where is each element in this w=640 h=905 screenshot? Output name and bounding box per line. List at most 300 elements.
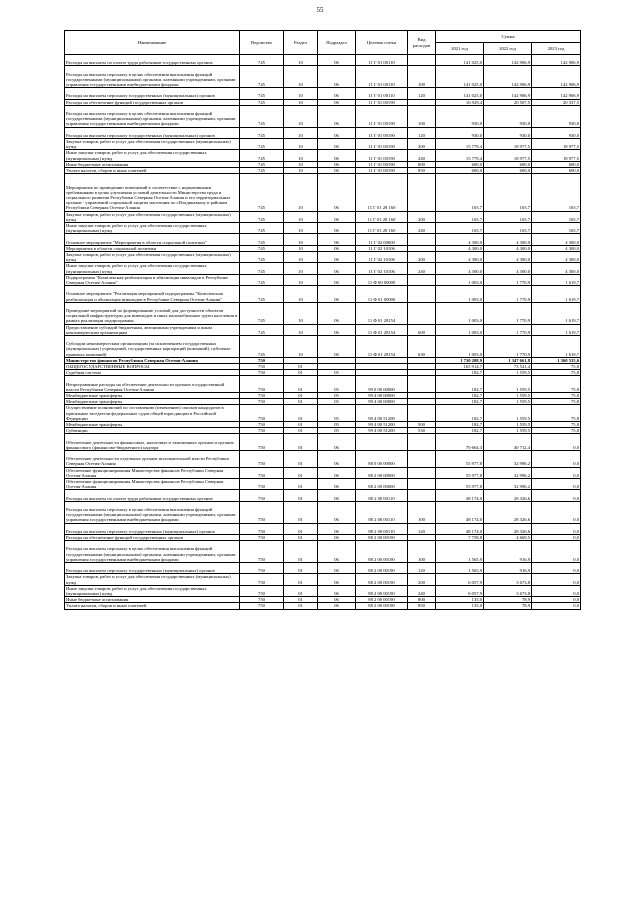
cell-csr: 11 Г 01 00190 — [356, 127, 408, 138]
cell-podrazdel: 06 — [318, 541, 356, 563]
cell-csr: 11 Г 02 10106 — [356, 251, 408, 262]
cell-vid — [408, 302, 436, 324]
cell-2021: 4 300,0 — [436, 234, 484, 245]
cell-csr: 99 4 00 51200 — [356, 428, 408, 434]
header-ved: Ведомство — [240, 31, 284, 55]
cell-razdel: 10 — [284, 286, 318, 303]
cell-vid: 240 — [408, 585, 436, 596]
cell-name: Расходы на выплаты персоналу в целях обеспечения выполнения функций государственными (муниципальными) органами, казенными учреждениями, органами управления государственными внебюджетными фондами — [65, 541, 240, 563]
cell-csr: 88 2 00 00190 — [356, 585, 408, 596]
cell-vid — [408, 55, 436, 66]
cell-name: Закупка товаров, работ и услуг для обеспечения государственных (муниципальных) нужд — [65, 211, 240, 222]
cell-name: Расходы на выплаты персоналу в целях обеспечения выполнения функций государственными (муниципальными) органами, казенными учреждениями, органами управления государственными внебюджетными фондами — [65, 66, 240, 88]
cell-podrazdel: 06 — [318, 167, 356, 173]
cell-2022: 1 559,5 — [484, 393, 532, 399]
cell-podrazdel: 06 — [318, 501, 356, 523]
cell-2022: 600,0 — [484, 167, 532, 173]
table-row — [65, 105, 581, 127]
cell-name: Осуществление полномочий по составлению (изменению) списков кандидатов в присяжные заседатели федеральных судов общей юрисдикции в Российской Федерации — [65, 405, 240, 422]
cell-2023: 75,8 — [532, 405, 581, 422]
cell-2021: 4 300,0 — [436, 263, 484, 274]
cell-ved: 750 — [240, 428, 284, 434]
cell-podrazdel: 06 — [318, 336, 356, 358]
cell-ved: 750 — [240, 501, 284, 523]
cell-razdel: 01 — [284, 434, 318, 451]
cell-2022: 142 906,9 — [484, 55, 532, 66]
cell-2022: 3 673,8 — [484, 574, 532, 585]
cell-razdel: 01 — [284, 422, 318, 428]
cell-name: Межбюджетные трансферты — [65, 399, 240, 405]
cell-2021: 55 977,8 — [436, 451, 484, 468]
cell-podrazdel: 06 — [318, 245, 356, 251]
cell-2021: 1 003,0 — [436, 302, 484, 324]
cell-2021: 15 779,4 — [436, 150, 484, 161]
cell-ved: 745 — [240, 211, 284, 222]
cell-2021: 135,0 — [436, 603, 484, 609]
cell-2021: 4 300,0 — [436, 245, 484, 251]
cell-2021: 1 565,9 — [436, 563, 484, 574]
cell-name: Иные закупки товаров, работ и услуг для обеспечения государственных (муниципальных) нужд — [65, 150, 240, 161]
cell-podrazdel: 06 — [318, 286, 356, 303]
cell-csr: 11 Ф 01 00000 — [356, 286, 408, 303]
table-row — [65, 467, 581, 478]
cell-podrazdel: 06 — [318, 574, 356, 585]
cell-ved: 750 — [240, 479, 284, 490]
cell-2023: 18 977,5 — [532, 150, 581, 161]
cell-csr: 11 Г 01 00190 — [356, 161, 408, 167]
cell-podrazdel: 06 — [318, 479, 356, 490]
cell-2022: 28 326,6 — [484, 523, 532, 534]
cell-vid — [408, 467, 436, 478]
cell-ved: 745 — [240, 222, 284, 233]
cell-podrazdel: 06 — [318, 490, 356, 501]
cell-2023: 142 906,9 — [532, 55, 581, 66]
cell-2022: 4 300,0 — [484, 251, 532, 262]
cell-2023: 0,0 — [532, 597, 581, 603]
cell-csr: 11 Г 01 00190 — [356, 167, 408, 173]
cell-razdel: 01 — [284, 490, 318, 501]
cell-2021: 165 914,7 — [436, 364, 484, 370]
table-row — [65, 336, 581, 358]
cell-2021: 1 003,0 — [436, 324, 484, 335]
cell-name: Субвенции — [65, 428, 240, 434]
cell-podrazdel: 05 — [318, 428, 356, 434]
cell-2022: 18 977,5 — [484, 138, 532, 149]
cell-2021: 165,7 — [436, 211, 484, 222]
cell-podrazdel: 06 — [318, 451, 356, 468]
cell-2023: 75,8 — [532, 364, 581, 370]
cell-2022: 28 326,6 — [484, 501, 532, 523]
cell-razdel: 10 — [284, 336, 318, 358]
cell-2023: 0,0 — [532, 479, 581, 490]
cell-name: Непрограммные расходы на обеспечение деятельности органов государственной власти Республики Северная Осетия-Алания — [65, 376, 240, 393]
table-row — [65, 150, 581, 161]
cell-razdel: 10 — [284, 245, 318, 251]
table-row — [65, 222, 581, 233]
cell-razdel: 10 — [284, 263, 318, 274]
cell-razdel: 01 — [284, 451, 318, 468]
cell-2021: 930,0 — [436, 127, 484, 138]
cell-2022: 40 712,4 — [484, 434, 532, 451]
cell-razdel: 01 — [284, 501, 318, 523]
cell-podrazdel: 06 — [318, 523, 356, 534]
cell-2021: 1 003,0 — [436, 274, 484, 285]
cell-2022: 1 559,5 — [484, 428, 532, 434]
page-number: 55 — [316, 6, 324, 14]
cell-podrazdel: 05 — [318, 422, 356, 428]
cell-2023: 165,7 — [532, 211, 581, 222]
cell-2021: 182,7 — [436, 370, 484, 376]
table-row — [65, 434, 581, 451]
table-row — [65, 501, 581, 523]
cell-podrazdel: 06 — [318, 99, 356, 105]
cell-razdel: 10 — [284, 167, 318, 173]
cell-ved: 745 — [240, 274, 284, 285]
cell-2023: 0,0 — [532, 563, 581, 574]
cell-podrazdel: 06 — [318, 585, 356, 596]
cell-ved: 745 — [240, 174, 284, 211]
cell-2022: 1 559,5 — [484, 422, 532, 428]
cell-2023: 0,0 — [532, 603, 581, 609]
cell-name: Министерство финансов Республики Северная Осетия-Алания — [65, 357, 240, 363]
cell-2022: 1 770,9 — [484, 302, 532, 324]
cell-csr: 88 2 00 00110 — [356, 490, 408, 501]
cell-razdel: 10 — [284, 55, 318, 66]
header-2022: 2022 год — [484, 43, 532, 55]
cell-2021: 1 730 208,9 — [436, 357, 484, 363]
cell-2023: 4 300,0 — [532, 245, 581, 251]
table-row — [65, 490, 581, 501]
cell-vid: 120 — [408, 127, 436, 138]
cell-vid — [408, 376, 436, 393]
header-2023: 2023 год — [532, 43, 581, 55]
cell-csr: 99 4 00 00000 — [356, 399, 408, 405]
cell-2022: 3 673,8 — [484, 585, 532, 596]
cell-2023: 0,0 — [532, 501, 581, 523]
cell-name: Предоставление субсидий бюджетным, автономным учреждениям и иным некоммерческим организациям — [65, 324, 240, 335]
cell-razdel: 10 — [284, 211, 318, 222]
cell-2023: 1 619,7 — [532, 324, 581, 335]
cell-2022: 4 300,0 — [484, 245, 532, 251]
cell-razdel: 10 — [284, 251, 318, 262]
cell-2022: 142 906,9 — [484, 66, 532, 88]
cell-2023: 1 619,7 — [532, 286, 581, 303]
cell-ved: 750 — [240, 434, 284, 451]
cell-name: Расходы на выплаты персоналу государственных (муниципальных) органов — [65, 127, 240, 138]
table-row — [65, 263, 581, 274]
cell-csr: 99 4 00 51200 — [356, 405, 408, 422]
cell-podrazdel: 06 — [318, 603, 356, 609]
cell-razdel: 10 — [284, 174, 318, 211]
cell-csr: 99 4 00 51200 — [356, 422, 408, 428]
cell-2022: 165,7 — [484, 222, 532, 233]
cell-name: Расходы на выплаты персоналу государственных (муниципальных) органов — [65, 88, 240, 99]
cell-2023: 75,8 — [532, 399, 581, 405]
cell-csr: 88 2 00 00190 — [356, 597, 408, 603]
cell-2021: 182,7 — [436, 376, 484, 393]
cell-csr: 88 2 00 00190 — [356, 574, 408, 585]
cell-vid — [408, 234, 436, 245]
cell-podrazdel: 06 — [318, 138, 356, 149]
cell-podrazdel: 06 — [318, 222, 356, 233]
cell-razdel: 01 — [284, 467, 318, 478]
cell-csr: 88 2 00 00190 — [356, 541, 408, 563]
cell-name: Расходы на выплаты персоналу в целях обеспечения выполнения функций государственными (муниципальными) органами, казенными учреждениями, органами управления государственными внебюджетными фондами — [65, 105, 240, 127]
cell-vid: 100 — [408, 105, 436, 127]
cell-2021: 15 779,4 — [436, 138, 484, 149]
cell-name: Основное мероприятие "Реализация мероприятий подпрограммы "Комплексная реабилитация и абилитация инвалидов в Республике Северная Осетия-Алания" — [65, 286, 240, 303]
cell-2021: 7 758,8 — [436, 535, 484, 541]
cell-name: Субсидии некоммерческим организациям (за исключением государственных (муниципальных) учреждений, государственных корпораций (компаний), публично-правовых компаний) — [65, 336, 240, 358]
cell-2023: 1 619,7 — [532, 336, 581, 358]
cell-ved: 745 — [240, 99, 284, 105]
cell-razdel: 01 — [284, 479, 318, 490]
cell-podrazdel: 06 — [318, 467, 356, 478]
cell-name: Закупка товаров, работ и услуг для обеспечения государственных (муниципальных) нужд — [65, 251, 240, 262]
cell-podrazdel: 06 — [318, 251, 356, 262]
table-row — [65, 405, 581, 422]
cell-2023: 0,0 — [532, 523, 581, 534]
cell-csr: 11 Г 01 00190 — [356, 99, 408, 105]
cell-vid: 240 — [408, 263, 436, 274]
cell-name: Межбюджетные трансферты — [65, 393, 240, 399]
cell-razdel: 10 — [284, 222, 318, 233]
cell-podrazdel: 06 — [318, 211, 356, 222]
cell-vid — [408, 479, 436, 490]
table-row — [65, 55, 581, 66]
cell-ved: 750 — [240, 399, 284, 405]
cell-csr: 11 Г 01 28 160 — [356, 211, 408, 222]
table-row — [65, 376, 581, 393]
cell-name: Уплата налогов, сборов и иных платежей — [65, 167, 240, 173]
cell-csr: 11 Г 01 00190 — [356, 105, 408, 127]
cell-2023: 0,0 — [532, 434, 581, 451]
cell-csr: 11 Г 01 00190 — [356, 150, 408, 161]
cell-2022: 916,9 — [484, 541, 532, 563]
cell-2021: 930,0 — [436, 105, 484, 127]
table-body — [65, 55, 581, 610]
cell-name: Межбюджетные трансферты — [65, 422, 240, 428]
cell-csr: 88 2 00 00190 — [356, 535, 408, 541]
cell-2022: 32 996,2 — [484, 467, 532, 478]
cell-2023: 0,0 — [532, 451, 581, 468]
cell-razdel: 01 — [284, 428, 318, 434]
cell-2022: 78,9 — [484, 597, 532, 603]
cell-podrazdel: 06 — [318, 127, 356, 138]
cell-ved: 745 — [240, 167, 284, 173]
cell-podrazdel: 05 — [318, 376, 356, 393]
cell-razdel: 01 — [284, 405, 318, 422]
cell-2021: 141 025,0 — [436, 88, 484, 99]
cell-csr: 11 Ф 01 28154 — [356, 302, 408, 324]
cell-razdel: 01 — [284, 585, 318, 596]
cell-2023: 1 619,7 — [532, 274, 581, 285]
table-row — [65, 563, 581, 574]
cell-ved: 750 — [240, 585, 284, 596]
cell-razdel: 01 — [284, 523, 318, 534]
cell-podrazdel: 06 — [318, 274, 356, 285]
cell-razdel: 01 — [284, 574, 318, 585]
cell-ved: 750 — [240, 357, 284, 363]
table-row — [65, 603, 581, 609]
table-row — [65, 174, 581, 211]
cell-vid: 600 — [408, 324, 436, 335]
cell-podrazdel: 06 — [318, 161, 356, 167]
cell-name: Иные бюджетные ассигнования — [65, 161, 240, 167]
cell-name: Расходы на обеспечение функций государственных органов — [65, 99, 240, 105]
cell-podrazdel: 06 — [318, 563, 356, 574]
cell-2022: 20 507,5 — [484, 99, 532, 105]
cell-name: Расходы на выплаты персоналу в целях обеспечения выполнения функций государственными (муниципальными) органами, казенными учреждениями, органами управления государственными внебюджетными фондами — [65, 501, 240, 523]
cell-2022: 1 559,5 — [484, 370, 532, 376]
cell-csr: 11 Г 02 10106 — [356, 245, 408, 251]
cell-2021: 48 174,0 — [436, 490, 484, 501]
cell-name: Расходы на обеспечение функций государственных органов — [65, 535, 240, 541]
cell-podrazdel: 06 — [318, 105, 356, 127]
cell-2023: 0,0 — [532, 535, 581, 541]
cell-2023: 75,8 — [532, 422, 581, 428]
cell-2022: 73 541,4 — [484, 364, 532, 370]
cell-2021: 165,7 — [436, 174, 484, 211]
cell-2023: 4 300,0 — [532, 234, 581, 245]
cell-2021: 16 929,4 — [436, 99, 484, 105]
cell-ved: 750 — [240, 535, 284, 541]
cell-2023: 0,0 — [532, 541, 581, 563]
cell-vid: 500 — [408, 422, 436, 428]
cell-vid: 800 — [408, 161, 436, 167]
cell-csr: 11 Г 01 28 160 — [356, 174, 408, 211]
cell-name: Закупка товаров, работ и услуг для обеспечения государственных (муниципальных) нужд — [65, 138, 240, 149]
header-csr: Целевая статья — [356, 31, 408, 55]
cell-2022: 1 347 661,8 — [484, 357, 532, 363]
cell-csr: 11 Г 01 00110 — [356, 55, 408, 66]
cell-2022: 28 326,6 — [484, 490, 532, 501]
cell-csr: 88 2 00 00190 — [356, 603, 408, 609]
budget-table — [64, 30, 581, 610]
cell-2021: 48 174,0 — [436, 523, 484, 534]
cell-2023: 4 300,0 — [532, 251, 581, 262]
table-row — [65, 88, 581, 99]
cell-vid — [408, 174, 436, 211]
cell-vid: 120 — [408, 88, 436, 99]
cell-podrazdel: 05 — [318, 399, 356, 405]
cell-name: Обеспечение функционирования Министерства финансов Республики Северная Осетия-Алания — [65, 467, 240, 478]
cell-2021: 182,7 — [436, 393, 484, 399]
table-row — [65, 523, 581, 534]
cell-razdel: 10 — [284, 105, 318, 127]
cell-razdel: 01 — [284, 535, 318, 541]
header-vid: Вид расходов — [408, 31, 436, 55]
cell-vid: 850 — [408, 603, 436, 609]
cell-ved: 745 — [240, 150, 284, 161]
table-row — [65, 574, 581, 585]
cell-vid: 200 — [408, 574, 436, 585]
table-row — [65, 138, 581, 149]
header-name: Наименование — [65, 31, 240, 55]
cell-name: Мероприятия по приведению помещений в соответствие с нормативными требованиями в целях улучшения условий деятельности Министерства труда и социального развития Республики Северная Осетия-Алания и его территориальных органов - управлений социальной защиты населения по г.Владикавказу и районам Республики Северная Осетия-Алания — [65, 174, 240, 211]
cell-2022: 165,7 — [484, 174, 532, 211]
cell-2021: 6 057,9 — [436, 574, 484, 585]
cell-2022: 78,9 — [484, 603, 532, 609]
cell-name: Расходы на выплаты по оплате труда работников государственных органов — [65, 490, 240, 501]
cell-vid: 200 — [408, 211, 436, 222]
cell-2021: 70 664,3 — [436, 434, 484, 451]
cell-name: Судебная система — [65, 370, 240, 376]
cell-2021: 6 057,9 — [436, 585, 484, 596]
cell-podrazdel: 05 — [318, 405, 356, 422]
cell-razdel: 01 — [284, 393, 318, 399]
cell-name: Уплата налогов, сборов и иных платежей — [65, 603, 240, 609]
cell-2021: 1 565,9 — [436, 541, 484, 563]
cell-ved: 750 — [240, 597, 284, 603]
cell-2022: 1 559,5 — [484, 405, 532, 422]
cell-podrazdel: 06 — [318, 324, 356, 335]
cell-ved: 745 — [240, 138, 284, 149]
cell-razdel: 10 — [284, 274, 318, 285]
cell-2023: 930,0 — [532, 105, 581, 127]
cell-2023: 1 360 535,6 — [532, 357, 581, 363]
cell-ved: 745 — [240, 88, 284, 99]
cell-2023: 0,0 — [532, 574, 581, 585]
table-row — [65, 302, 581, 324]
cell-podrazdel: 06 — [318, 55, 356, 66]
cell-ved: 745 — [240, 55, 284, 66]
cell-razdel: 01 — [284, 603, 318, 609]
table-row — [65, 211, 581, 222]
cell-2023: 18 977,5 — [532, 138, 581, 149]
cell-name: Подпрограмма "Комплексная реабилитация и абилитация инвалидов в Республике Северная Осетия-Алания" — [65, 274, 240, 285]
cell-podrazdel: 06 — [318, 535, 356, 541]
cell-vid — [408, 434, 436, 451]
cell-razdel: 10 — [284, 150, 318, 161]
cell-vid — [408, 405, 436, 422]
cell-ved: 750 — [240, 451, 284, 468]
cell-2022: 1 770,9 — [484, 324, 532, 335]
cell-csr: 88 2 00 00110 — [356, 501, 408, 523]
cell-2022: 1 559,5 — [484, 399, 532, 405]
cell-ved: 750 — [240, 490, 284, 501]
cell-2021: 1 003,0 — [436, 286, 484, 303]
cell-2023: 75,8 — [532, 370, 581, 376]
cell-2023: 75,8 — [532, 393, 581, 399]
cell-2021: 165,7 — [436, 222, 484, 233]
cell-ved: 750 — [240, 405, 284, 422]
cell-ved: 745 — [240, 286, 284, 303]
cell-razdel: 10 — [284, 302, 318, 324]
cell-ved: 750 — [240, 603, 284, 609]
cell-name: Иные закупки товаров, работ и услуг для обеспечения государственных (муниципальных) нужд — [65, 263, 240, 274]
cell-2022: 32 996,2 — [484, 451, 532, 468]
cell-csr: 11 Г 01 00110 — [356, 66, 408, 88]
cell-2021: 55 977,8 — [436, 467, 484, 478]
cell-2023: 0,0 — [532, 467, 581, 478]
cell-ved: 750 — [240, 574, 284, 585]
cell-ved: 750 — [240, 364, 284, 370]
cell-podrazdel: 06 — [318, 150, 356, 161]
cell-podrazdel: 06 — [318, 597, 356, 603]
cell-razdel: 01 — [284, 597, 318, 603]
cell-2021: 55 977,8 — [436, 479, 484, 490]
cell-razdel: 01 — [284, 563, 318, 574]
cell-ved: 745 — [240, 336, 284, 358]
cell-2023: 165,7 — [532, 174, 581, 211]
cell-podrazdel: 05 — [318, 393, 356, 399]
cell-vid: 800 — [408, 597, 436, 603]
cell-name: Расходы на выплаты по оплате труда работников государственных органов — [65, 55, 240, 66]
table-row — [65, 541, 581, 563]
header-2021: 2021 год — [436, 43, 484, 55]
cell-name: Проведение мероприятий по формированию условий для доступности объектов социальной инфраструктуры для инвалидов и иных маломобильных групп населения в рамках реализации подпрограммы — [65, 302, 240, 324]
